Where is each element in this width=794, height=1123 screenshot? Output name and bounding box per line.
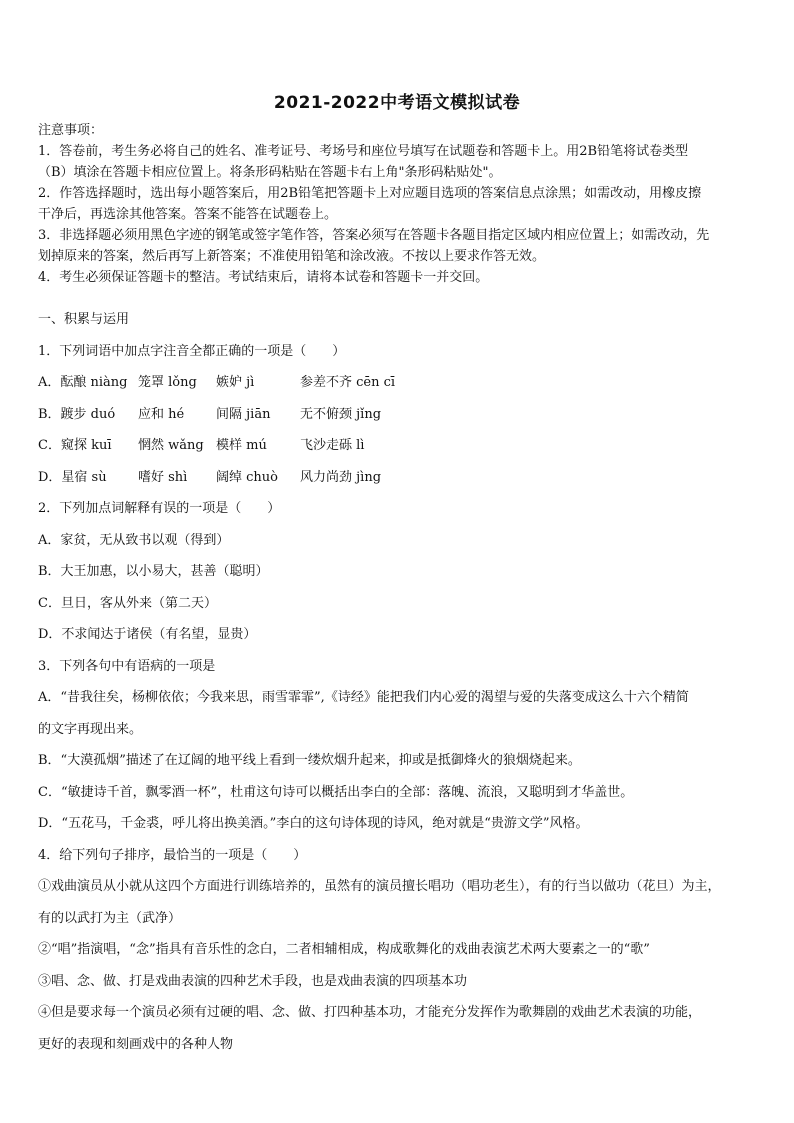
option-word: B．踱步 duó [38,406,116,422]
exam-title: 2021-2022中考语文模拟试卷 [273,93,521,113]
question-1-stem: 1．下列词语中加点字注音全都正确的一项是（ ） [38,343,346,359]
notice-line: 1．答卷前，考生务必将自己的姓名、准考证号、考场号和座位号填写在试题卷和答题卡上。用2B铅笔将试卷类型 [38,144,689,159]
option-word: 参差不齐 cēn cī [300,375,396,390]
question-4-sentence: ④但是要求每一个演员必须有过硬的唱、念、做、打四种基本功，才能充分发挥作为歌舞剧的戏曲艺术表演的功能， [38,1005,702,1020]
question-3-option: A．“昔我往矣，杨柳依依；今我来思，雨雪霏霏”,《诗经》能把我们内心爱的渴望与爱的失落变成这么十六个精简 [38,690,689,705]
notice-line: 2．作答选择题时，选出每小题答案后，用2B铅笔把答题卡上对应题目选项的答案信息点涂黑；如需改动，用橡皮擦 [38,186,702,201]
question-2-stem: 2．下列加点词解释有误的一项是（ ） [38,501,281,516]
option-word: 惘然 wǎng [138,438,204,453]
question-4-stem: 4．给下列句子排序，最恰当的一项是（ ） [38,847,307,863]
option-word: 间隔 jiān [216,406,271,422]
notice-heading: 注意事项： [38,123,104,138]
option-word: 模样 mú [216,438,267,453]
notice-line: 3．非选择题必须用黑色字迹的钢笔或签字笔作答，答案必须写在答题卡各题目指定区域内相应位置上；如需改动，先 [38,228,710,243]
question-1-option-c [38,430,768,462]
option-word: 阔绰 chuò [216,469,278,485]
option-word: 风力尚劲 jìng [300,469,382,485]
question-4-sentence: ①戏曲演员从小就从这四个方面进行训练培养的，虽然有的演员擅长唱功（唱功老生），有的行当以做功（花旦）为主， [38,879,721,894]
option-word: 应和 hé [138,406,185,422]
question-3-stem: 3．下列各句中有语病的一项是 [38,658,216,674]
question-4-sentence: ②“唱”指演唱，“念”指具有音乐性的念白，二者相辅相成，构成歌舞化的戏曲表演艺术两大要素之一的“歌” [38,942,650,957]
notice-line: 干净后，再选涂其他答案。答案不能答在试题卷上。 [38,207,338,222]
option-word: 飞沙走砾 lì [300,438,365,453]
question-4-sentence-continued: 有的以武打为主（武净） [38,910,182,926]
option-word: 无不俯颈 jǐng [300,406,382,422]
question-4-sentence-continued: 更好的表现和刻画戏中的各种人物 [38,1036,234,1052]
notice-line: 划掉原来的答案，然后再写上新答案；不准使用铅笔和涂改液。不按以上要求作答无效。 [38,249,546,264]
option-word: 笼罩 lǒng [138,375,197,390]
option-word: A．酝酿 niàng [38,375,128,390]
question-2-option: A．家贫，无从致书以观（得到） [38,532,230,548]
question-3-option: D．“五花马，千金裘，呼儿将出换美酒。”李白的这句诗体现的诗风，绝对就是“贵游文学”风格。 [38,816,589,831]
notice-line: （B）填涂在答题卡相应位置上。将条形码粘贴在答题卡右上角"条形码粘贴处"。 [38,165,502,180]
question-4-sentence: ③唱、念、做、打是戏曲表演的四种艺术手段，也是戏曲表演的四项基本功 [38,973,468,989]
option-word: 嫉妒 jì [216,375,255,390]
notice-line: 4．考生必须保证答题卡的整洁。考试结束后，请将本试卷和答题卡一并交回。 [38,270,489,285]
option-word: C．窥探 kuī [38,438,112,453]
question-1-option-d [38,462,768,494]
question-2-option: B．大王加惠，以小易大，甚善（聪明） [38,564,269,579]
option-word: D．星宿 sù [38,469,107,485]
question-3-option: C．“敏捷诗千首，飘零酒一杯”，杜甫这句诗可以概括出李白的全部：落魄、流浪，又聪明到才华盖世。 [38,784,634,800]
questions-body [38,304,768,1060]
question-2-option: C．旦日，客从外来（第二天） [38,595,217,611]
question-1-option-a [38,367,768,399]
option-word: 嗜好 shì [138,469,188,485]
question-1-option-b [38,399,768,431]
notice-section [38,120,766,288]
question-2-option: D．不求闻达于诸侯（有名望，显贵） [38,627,257,642]
section-heading: 一、积累与运用 [38,312,130,327]
question-3-option: B．“大漠孤烟”描述了在辽阔的地平线上看到一缕炊烟升起来，抑或是抵御烽火的狼烟烧起来。 [38,753,581,768]
question-3-option-continued: 的文字再现出来。 [38,721,143,737]
